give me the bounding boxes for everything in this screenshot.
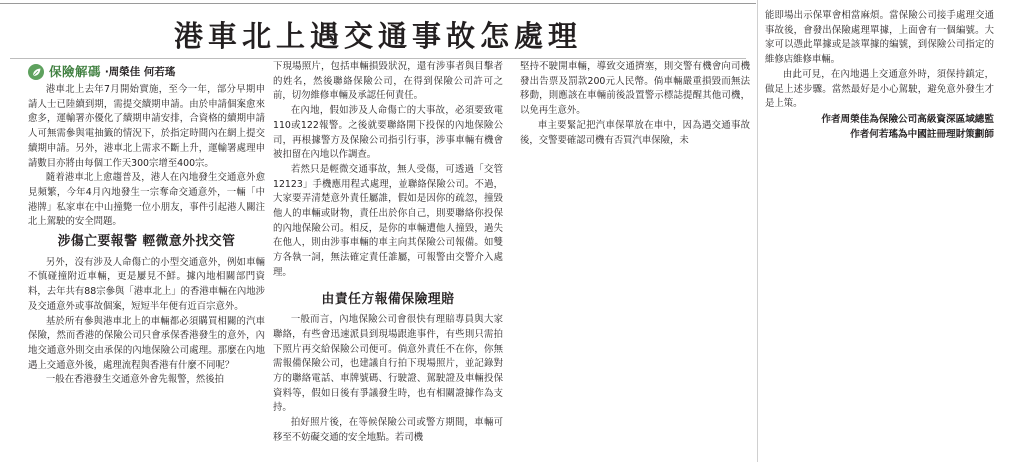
paragraph: 若然只是輕微交通事故，無人受傷，可透過「交管12123」手機應用程式處理，並聯絡保險公司。不過，大家要弄清楚意外責任屬誰，假如是因你的疏忽，撞毀他人的車輛或財物，責任出於你自己，則要聯絡你投保的內地保險公司。相反，是你的車輛遭他人撞毀，過失在他人，則由涉事車輛的車主向其保險公司報備。如雙方各執一詞，無法確定責任誰屬，可報警由交警介入處理。: [273, 163, 503, 278]
subhead: 涉傷亡要報警 輕微意外找交管: [57, 234, 236, 250]
article-title: 港車北上遇交通事故怎處理: [173, 19, 582, 53]
paragraph: 另外，沒有涉及人命傷亡的小型交通意外，例如車輛不慎碰撞附近車輛，更是屢見不鮮。據內地相關部門資料，去年共有88宗參與「港車北上」的香港車輛在內地涉及交通意外或事故個案，短短半年便有近百宗意外。: [28, 256, 265, 312]
paragraph: 能即場出示保單會相當麻煩。當保險公司接手處理交通事故後，會發出保險處理單據，上面會有一個編號。大家可以憑此單據或是該單據的編號，到保險公司指定的維修店維修車輛。: [765, 10, 994, 66]
paragraph: 港車北上去年7月開始實施，至今一年，部分早期申請人士已陸續到期，需提交續期申請。由於申請個案愈來愈多，運輸署亦優化了續期申請安排，合資格的續期申請人可無需參與電抽籤的情況下，於指定時間內在網上提交續期申請。另外，港車北上需求不斷上升，運輸署處理申請數目亦將由每個工作天300宗增至400宗。: [28, 84, 265, 169]
column-1: [28, 61, 265, 388]
paragraph: 基於所有參與港車北上的車輛都必須購買相關的汽車保險，然而香港的保險公司只會承保香港發生的意外，內地交通意外則交由承保的內地保險公司處理。那麼在內地遇上交通意外後，處理流程與香港有什麼不同呢？: [28, 315, 265, 371]
column-4: [765, 9, 994, 142]
paragraph: 在內地，假如涉及人命傷亡的大事故，必須要致電110或122報警。之後就要聯絡開下投保的內地保險公司，再根據警方及保險公司指引行事，涉事車輛有機會被扣留在內地以作調查。: [273, 105, 503, 161]
column-3: [520, 60, 750, 148]
paragraph: 車主要緊記把汽車保單放在車中，因為遇交通事故後，交警要確認司機有否買汽車保險，未: [520, 119, 750, 146]
paragraph: 拍好照片後，在等候保險公司或警方期間，車輛可移至不妨礙交通的安全地點。若司機: [273, 417, 503, 443]
leaf-logo-icon: [28, 64, 44, 80]
paragraph: 由此可見，在內地遇上交通意外時，須保持鎮定，做足上述步驟。當然最好是小心駕駛，避免意外發生才是上策。: [765, 68, 994, 110]
paragraph: 隨着港車北上愈趨普及，港人在內地發生交通意外愈見頻繁，今年4月內地發生一宗奪命交通意外，一輛「中港牌」私家車在中山撞斃一位小朋友，事件引起港人關注北上駕駛的安全問題。: [28, 172, 265, 228]
column-byline: [28, 61, 265, 83]
column-divider: [757, 0, 758, 462]
author-note: 作者周榮佳為保險公司高級資深區域總監: [821, 113, 994, 125]
paragraph: 下現場照片，包括車輛損毀狀況，還有涉事者與目擊者的姓名，然後聯絡保險公司，在得到保險公司許可之前，切勿維修車輛及承認任何責任。: [273, 61, 503, 102]
paragraph: 一般在香港發生交通意外會先報警，然後拍: [45, 374, 224, 386]
paragraph: 一般而言，內地保險公司會很快有理賠專員與大家聯絡，有些會迅速派員到現場跟進事件，有些則只需拍下照片再交給保險公司便可。倘意外責任不在你，你無需報備保險公司，也建議自行拍下現場照片，並記錄對方的聯絡電話、車牌號碼、行駛證、駕駛證及車輛投保資料等，假如日後有爭議發生時，也有相關證據作為支持。: [273, 314, 503, 414]
column-authors: ‧周榮佳 何若瑤: [105, 65, 176, 78]
paragraph: 堅持不駛開車輛，導致交通擠塞，則交警有機會向司機發出告票及罰款200元人民幣。倘車輛嚴重損毀而無法移動，則應該在車輛前後設置警示標誌提醒其他司機，以免再生意外。: [520, 61, 750, 117]
column-2: [273, 60, 503, 446]
author-note: 作者何若瑤為中國註冊理財策劃師: [850, 128, 994, 140]
column-brand: 保險解碼: [49, 63, 102, 79]
subhead: 由責任方報備保險理賠: [321, 291, 455, 307]
top-rule: [0, 3, 756, 4]
title-rule: [10, 58, 746, 59]
